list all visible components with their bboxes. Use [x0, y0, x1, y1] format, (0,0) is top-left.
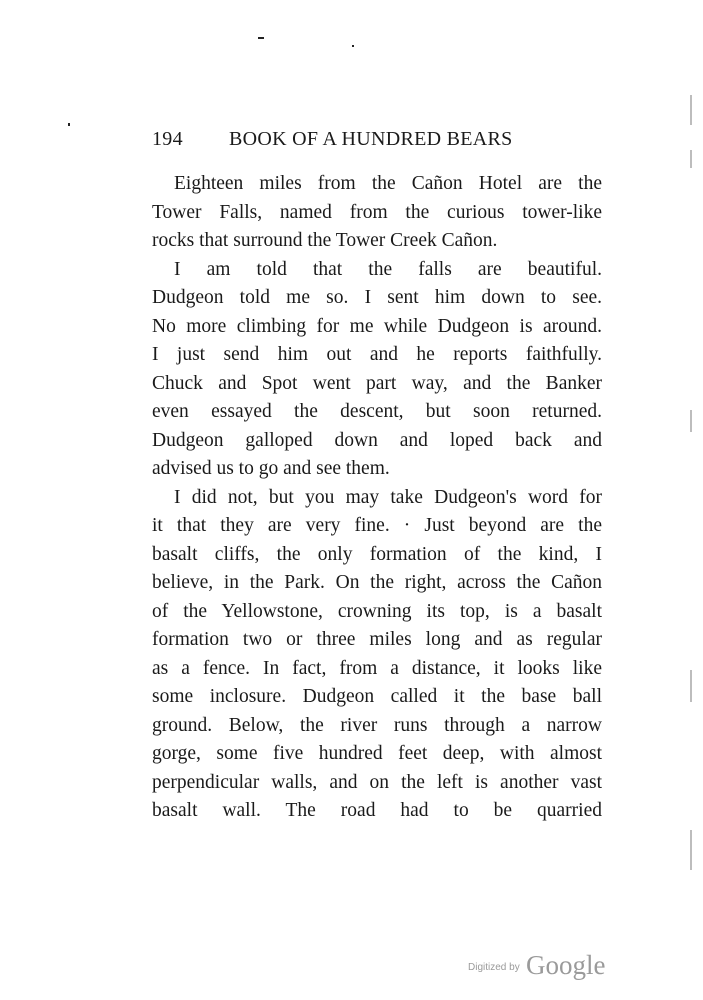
scan-edge-mark — [690, 410, 692, 432]
text-line: it that they are very fine. · Just beyond are the — [152, 515, 602, 536]
text-line: I just send him out and he reports faithfully. — [152, 344, 602, 365]
text-line: as a fence. In fact, from a distance, it looks like — [152, 657, 602, 679]
text-line: formation two or three miles long and as regular — [152, 629, 602, 650]
text-line: some inclosure. Dudgeon called it the base ball — [152, 686, 602, 707]
text-line: Dudgeon galloped down and loped back and — [152, 429, 602, 451]
text-line: Tower Falls, named from the curious tower-like — [152, 201, 602, 223]
print-speck — [68, 123, 70, 126]
body-text — [152, 170, 602, 826]
text-line: ground. Below, the river runs through a narrow — [152, 714, 602, 736]
text-line: I am told that the falls are beautiful. — [174, 258, 602, 280]
digitized-watermark — [468, 950, 618, 982]
scan-edge-mark — [690, 150, 692, 168]
text-line: rocks that surround the Tower Creek Cañon. — [152, 230, 498, 251]
text-line: I did not, but you may take Dudgeon's word for — [174, 486, 602, 508]
scan-edge-mark — [690, 670, 692, 702]
page-number: 194 — [152, 128, 183, 150]
text-line: Chuck and Spot went part way, and the Banker — [152, 372, 602, 394]
print-speck — [352, 45, 354, 47]
paragraph-2 — [152, 256, 602, 484]
text-line: basalt cliffs, the only formation of the kind, I — [152, 543, 602, 565]
paragraph-3 — [152, 484, 602, 826]
text-line: perpendicular walls, and on the left is another vast — [152, 771, 602, 793]
text-line: advised us to go and see them. — [152, 458, 390, 479]
text-line: No more climbing for me while Dudgeon is around. — [152, 315, 602, 337]
scan-edge-mark — [690, 830, 692, 870]
text-line: Eighteen miles from the Cañon Hotel are the — [174, 173, 602, 194]
print-speck — [258, 37, 264, 39]
running-header — [152, 128, 612, 156]
text-line: even essayed the descent, but soon returned. — [152, 401, 602, 422]
text-line: basalt wall. The road had to be quarried — [152, 800, 602, 821]
paragraph-1 — [152, 170, 602, 256]
text-line: believe, in the Park. On the right, across the Cañon — [152, 572, 602, 593]
google-logo: Google — [526, 950, 606, 980]
scan-edge-mark — [690, 95, 692, 125]
text-line: gorge, some five hundred feet deep, with almost — [152, 743, 602, 764]
running-title: BOOK OF A HUNDRED BEARS — [229, 128, 513, 150]
text-line: of the Yellowstone, crowning its top, is a basalt — [152, 600, 602, 622]
text-line: Dudgeon told me so. I sent him down to see. — [152, 287, 602, 308]
watermark-prefix: Digitized by — [468, 962, 520, 973]
